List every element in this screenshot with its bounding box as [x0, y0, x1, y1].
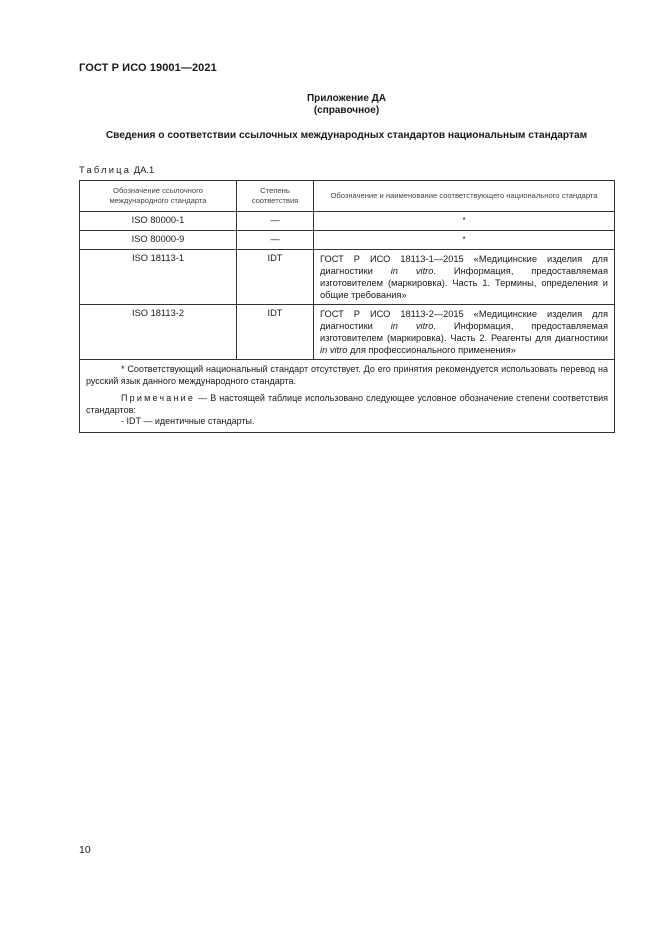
cell-standard: ISO 18113-2	[80, 305, 237, 360]
column-header-standard: Обозначение ссылочного международного стандарта	[80, 181, 237, 212]
national-text: ГОСТ Р ИСО 18113-1—2015 «Медицинские изделия для диагностики	[320, 254, 608, 276]
annex-name: Приложение ДА	[306, 93, 387, 104]
column-header-national: Обозначение и наименование соответствующего национального стандарта	[314, 181, 615, 212]
cell-national: *	[314, 231, 615, 250]
annex-title	[79, 93, 614, 117]
cell-standard: ISO 80000-9	[80, 231, 237, 250]
national-text-italic: in vitro	[320, 345, 348, 355]
national-text: ГОСТ Р ИСО 18113-2—2015 «Медицинские изделия для диагностики	[320, 309, 608, 331]
national-text-italic: in vitro	[390, 266, 434, 276]
column-header-degree: Степень соответствия	[237, 181, 314, 212]
cell-degree: IDT	[237, 250, 314, 305]
table-row	[80, 212, 615, 231]
note-item: - IDT — идентичные стандарты.	[121, 416, 255, 426]
document-code: ГОСТ Р ИСО 19001—2021	[79, 62, 217, 74]
table-footer-row	[80, 360, 615, 433]
footnote: * Соответствующий национальный стандарт отсутствует. До его принятия рекомендуется использовать перевод на русский язык данного международного стандарта.	[86, 364, 608, 386]
page-number: 10	[79, 844, 91, 856]
cell-degree: IDT	[237, 305, 314, 360]
table-caption	[79, 164, 154, 175]
section-heading: Сведения о соответствии ссылочных международных стандартов национальным стандартам	[105, 130, 588, 141]
cell-national	[314, 305, 615, 360]
national-text: для профессионального применения»	[347, 345, 516, 355]
national-text: . Информация, предоставляемая изготовителем (маркировка). Часть 2. Реагенты для диагностики	[320, 321, 608, 343]
table-row	[80, 305, 615, 360]
table-caption-id: ДА.1	[133, 164, 155, 175]
table-row	[80, 231, 615, 250]
cell-degree: —	[237, 231, 314, 250]
table-header-row	[80, 181, 615, 212]
cell-degree: —	[237, 212, 314, 231]
national-text: . Информация, предоставляемая изготовителем (маркировка). Часть 1. Термины, определения и общие требования»	[320, 266, 608, 300]
note-text: — В настоящей таблице использовано следующее условное обозначение степени соответствия стандартов:	[86, 393, 608, 415]
table-footer	[80, 360, 615, 433]
cell-standard: ISO 18113-1	[80, 250, 237, 305]
national-text-italic: in vitro	[390, 321, 434, 331]
note-label: Примечание	[121, 393, 196, 403]
correspondence-table	[79, 180, 615, 433]
table-caption-word: Таблица	[79, 164, 132, 175]
cell-standard: ISO 80000-1	[80, 212, 237, 231]
cell-national: *	[314, 212, 615, 231]
cell-national	[314, 250, 615, 305]
table-row	[80, 250, 615, 305]
annex-type: (справочное)	[313, 105, 380, 116]
table-note	[86, 393, 608, 416]
